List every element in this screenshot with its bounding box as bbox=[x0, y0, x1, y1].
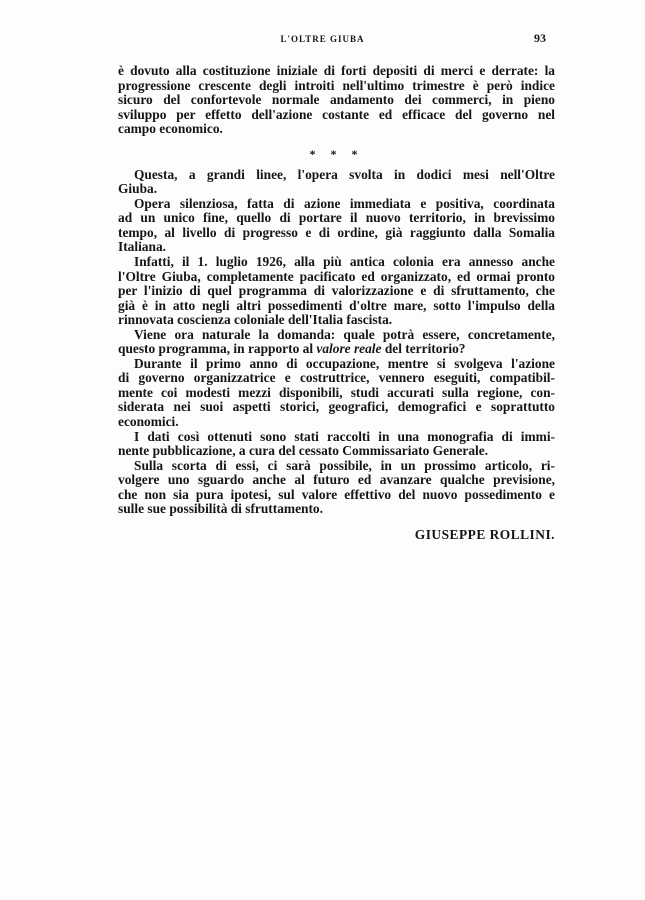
text-line: rinnovata coscienza coloniale dell'Italia fascista. bbox=[118, 313, 393, 328]
text-line: è dovuto alla costituzione iniziale di forti depositi di merci e derrate: la bbox=[118, 64, 555, 78]
text-line: I dati così ottenuti sono stati raccolti in una monografia di immi- bbox=[134, 429, 555, 444]
text-line-with-italic bbox=[118, 342, 555, 357]
page-number: 93 bbox=[534, 31, 546, 45]
article-body bbox=[118, 64, 555, 543]
text-segment: del territorio? bbox=[381, 342, 466, 357]
text-line: Opera silenziosa, fatta di azione immediata e positiva, coordinata bbox=[134, 196, 555, 211]
text-line: già è in atto negli altri possedimenti d'oltre mare, sotto l'impulso della bbox=[118, 298, 555, 313]
text-line: di governo organizzatrice e costruttrice, vennero eseguiti, compatibil- bbox=[118, 371, 555, 386]
text-line: che non sia pura ipotesi, sul valore effettivo del nuovo possedimento e bbox=[118, 487, 555, 502]
text-line: sulle sue possibilità di sfruttamento. bbox=[118, 502, 323, 517]
text-line: volgere uno sguardo anche al futuro ed avanzare qualche previsione, bbox=[118, 473, 555, 488]
text-line: Questa, a grandi linee, l'opera svolta in dodici mesi nell'Oltre bbox=[134, 167, 555, 182]
text-line: ad un unico fine, quello di portare il nuovo territorio, in brevissimo bbox=[118, 211, 555, 226]
text-line: Viene ora naturale la domanda: quale potrà essere, concretamente, bbox=[134, 327, 555, 342]
text-line: per l'inizio di quel programma di valorizzazione e di sfruttamento, che bbox=[118, 284, 555, 299]
text-line: tempo, al livello di progresso e di ordine, già raggiunto dalla Somalia bbox=[118, 225, 555, 240]
text-line: sicuro del confortevole normale andamento dei commerci, in pieno bbox=[118, 93, 555, 108]
text-line: Giuba. bbox=[118, 182, 158, 197]
italic-emphasis: valore reale bbox=[316, 342, 382, 357]
text-line: campo economico. bbox=[118, 122, 223, 137]
text-line: Italiana. bbox=[118, 240, 166, 255]
text-segment: questo programma, in rapporto al bbox=[118, 342, 317, 357]
text-line: Infatti, il 1. luglio 1926, alla più antica colonia era annesso anche bbox=[134, 255, 555, 270]
text-line: economici. bbox=[118, 415, 179, 430]
text-line: Durante il primo anno di occupazione, mentre si svolgeva l'azione bbox=[134, 356, 555, 371]
text-line: siderata nei suoi aspetti storici, geografici, demografici e soprattutto bbox=[118, 400, 555, 415]
text-line: mente coi modesti mezzi disponibili, studi accurati sulla regione, con- bbox=[118, 385, 555, 400]
text-line: nente pubblicazione, a cura del cessato Commissariato Generale. bbox=[118, 444, 489, 459]
author-signature: GIUSEPPE ROLLINI. bbox=[414, 526, 555, 542]
running-title: L'OLTRE GIUBA bbox=[280, 34, 365, 44]
section-separator: * * * bbox=[309, 146, 364, 161]
text-line: progressione crescente degli introiti nell'ultimo trimestre è però indice bbox=[118, 78, 555, 93]
text-line: l'Oltre Giuba, completamente pacificato ed organizzato, ed ormai pronto bbox=[118, 269, 555, 284]
text-line: Sulla scorta di essi, ci sarà possibile, in un prossimo articolo, ri- bbox=[134, 458, 555, 473]
text-line: sviluppo per effetto dell'azione costante ed efficace del governo nel bbox=[118, 107, 555, 122]
